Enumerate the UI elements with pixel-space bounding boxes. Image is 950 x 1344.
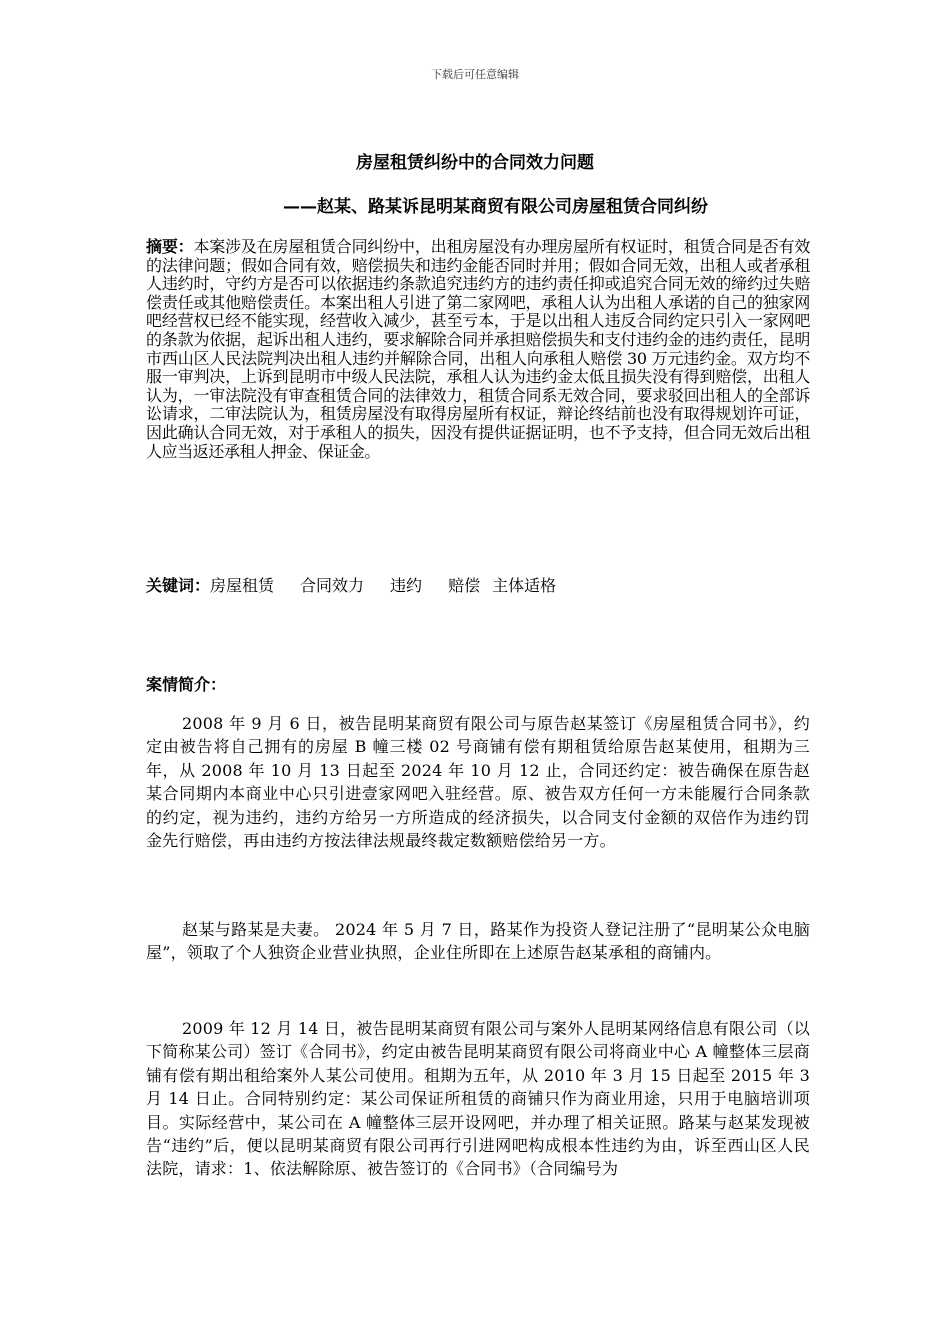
case-heading: 案情简介： <box>146 675 227 694</box>
header-note: 下载后可任意编辑 <box>431 68 519 81</box>
document-title: 房屋租赁纠纷中的合同效力问题 <box>356 153 594 173</box>
keyword-item: 房屋租赁 <box>210 576 275 595</box>
document-subtitle: ——赵某、路某诉昆明某商贸有限公司房屋租赁合同纠纷 <box>283 197 708 217</box>
keywords-label: 关键词： <box>146 576 211 595</box>
keyword-item: 违约 <box>390 576 423 595</box>
case-paragraph: 赵某与路某是夫妻。 2024 年 5 月 7 日，路某作为投资人登记注册了“昆明某公众电脑屋”，领取了个人独资企业营业执照，企业住所即在上述原告赵某承租的商铺内。 <box>146 920 810 963</box>
case-paragraph: 2009 年 12 月 14 日，被告昆明某商贸有限公司与案外人昆明某网络信息有限公司（以下简称某公司）签订《合同书》，约定由被告昆明某商贸有限公司将商业中心 A 幢整体三层商铺有偿有期出租给案外人某公司使用。租期为五年，从 2010 年 3 月 15 日起至 2015 年 3 月 14 日止。合同特别约定：某公司保证所租赁的商铺只作为商业用途，只用于电脑培训项目。实际经营中，某公司在 A 幢整体三层开设网吧，并办理了相关证照。路某与赵某发现被告“违约”后，便以昆明某商贸有限公司再行引进网吧构成根本性违约为由，诉至西山区人民法院，请求：1、依法解除原、被告签订的《合同书》（合同编号为 <box>146 1019 810 1179</box>
case-paragraph: 2008 年 9 月 6 日，被告昆明某商贸有限公司与原告赵某签订《房屋租赁合同书》，约定由被告将自己拥有的房屋 B 幢三楼 02 号商铺有偿有期租赁给原告赵某使用，租期为三年，从 2008 年 10 月 13 日起至 2024 年 10 月 12 止，合同还约定：被告确保在原告赵某合同期内本商业中心只引进壹家网吧入驻经营。原、被告双方任何一方未能履行合同条款的约定，视为违约，违约方给另一方所造成的经济损失，以合同支付金额的双倍作为违约罚金先行赔偿，再由违约方按法律法规最终裁定数额赔偿给另一方。 <box>146 714 810 851</box>
keywords <box>146 573 810 596</box>
abstract-label: 摘要： <box>146 237 194 256</box>
keyword-item: 赔偿 <box>448 576 481 595</box>
keyword-item: 主体适格 <box>492 576 557 595</box>
keyword-item: 合同效力 <box>300 576 365 595</box>
abstract-text: 本案涉及在房屋租赁合同纠纷中，出租房屋没有办理房屋所有权证时，租赁合同是否有效的法律问题；假如合同有效，赔偿损失和违约金能否同时并用；假如合同无效，出租人或者承租人违约时，守约方是否可以依据违约条款追究违约方的违约责任抑或追究合同无效的缔约过失赔偿责任或其他赔偿责任。本案出租人引进了第二家网吧，承租人认为出租人承诺的自己的独家网吧经营权已经不能实现，经营收入减少，甚至亏本，于是以出租人违反合同约定只引入一家网吧的条款为依据，起诉出租人违约，要求解除合同并承担赔偿损失和支付违约金的违约责任，昆明市西山区人民法院判决出租人违约并解除合同，出租人向承租人赔偿 30 万元违约金。双方均不服一审判决，上诉到昆明市中级人民法院，承租人认为违约金太低且损失没有得到赔偿，出租人认为，一审法院没有审查租赁合同的法律效力，租赁合同系无效合同，要求驳回出租人的全部诉讼请求，二审法院认为，租赁房屋没有取得房屋所有权证，辩论终结前也没有取得规划许可证，因此确认合同无效，对于承租人的损失，因没有提供证据证明，也不予支持，但合同无效后出租人应当返还承租人押金、保证金。 <box>146 237 810 461</box>
abstract <box>146 238 810 461</box>
